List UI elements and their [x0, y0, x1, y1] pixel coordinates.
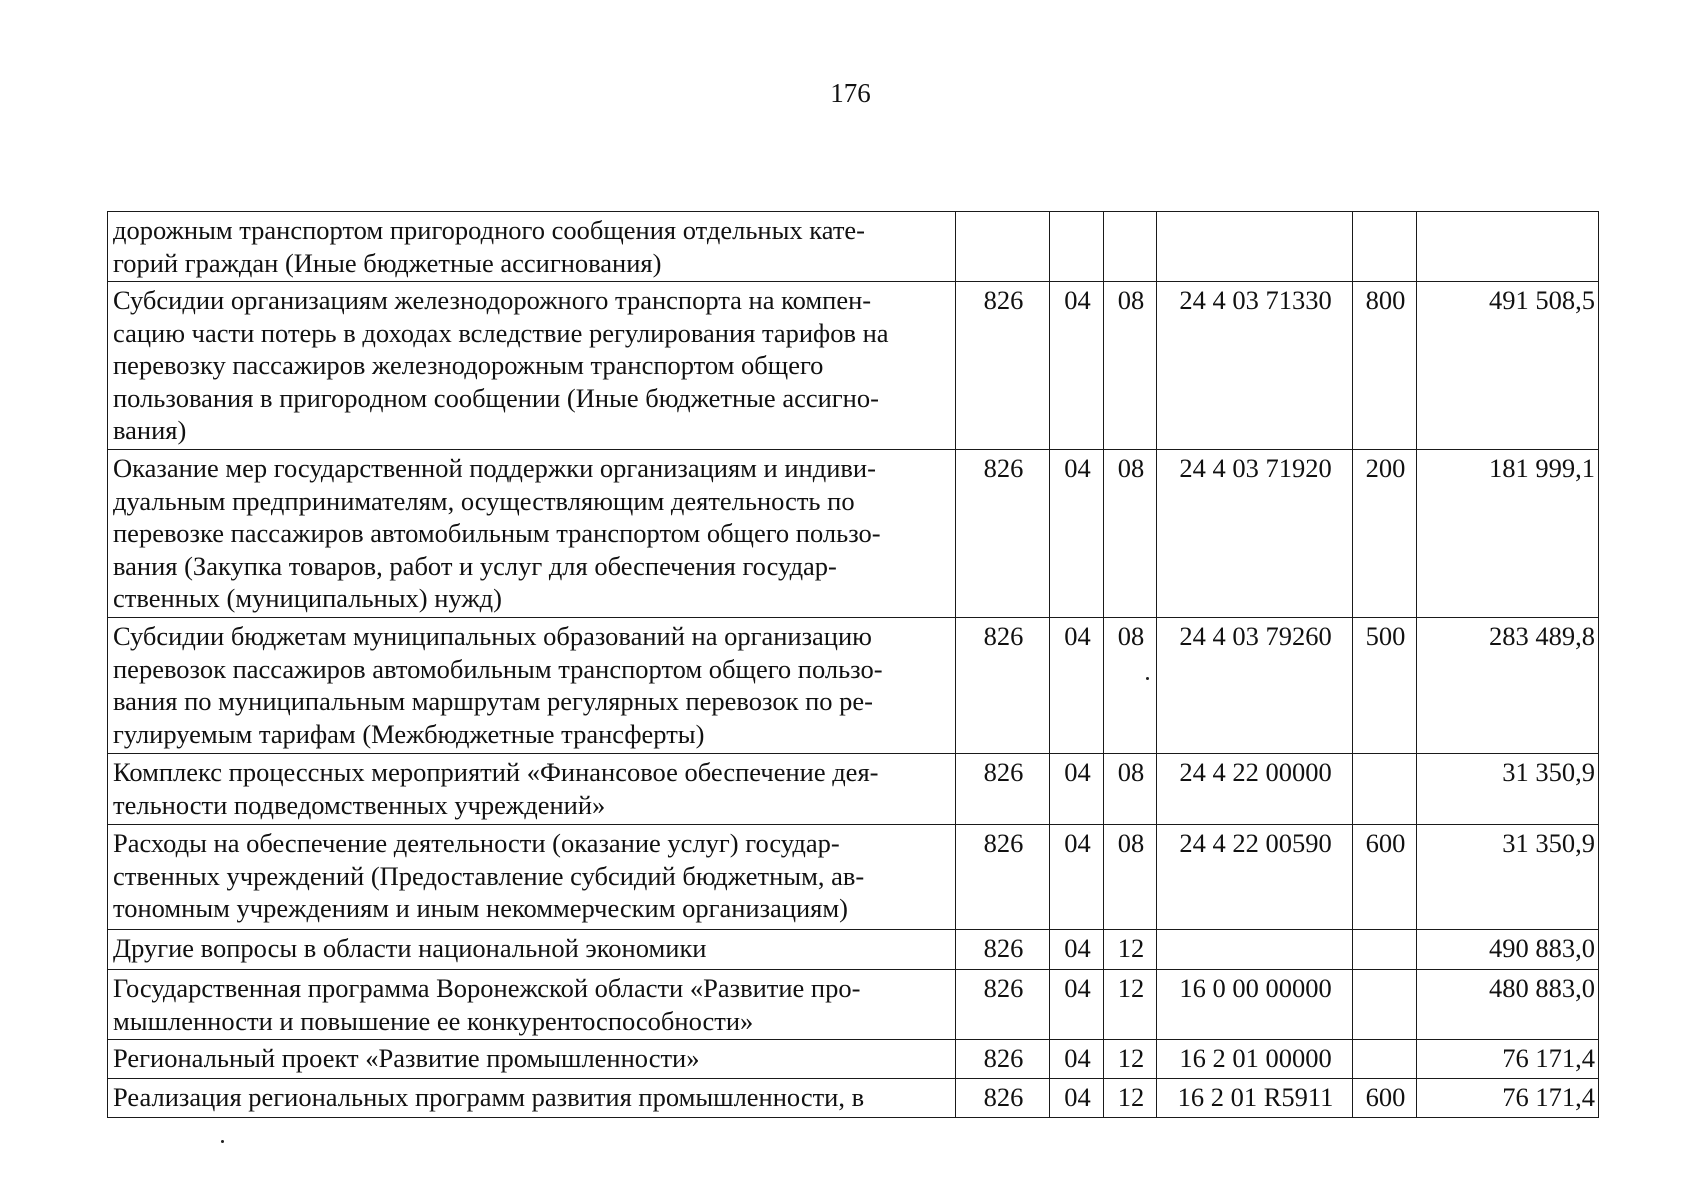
- amount: 76 171,4: [1417, 1079, 1599, 1118]
- table-row: [108, 212, 1599, 282]
- row-description: Субсидии организациям железнодорожного транспорта на компен- сацию части потерь в доходах вследствие регулирования тарифов на перевозку пассажиров железнодорожным транспортом общего пользования в пригородном сообщении (Иные бюджетные ассигно- вания): [108, 282, 956, 450]
- amount: 283 489,8: [1417, 618, 1599, 754]
- table-row: [108, 282, 1599, 450]
- amount: 31 350,9: [1417, 825, 1599, 930]
- department-code: 826: [956, 1040, 1050, 1079]
- section-code: 04: [1050, 450, 1104, 618]
- section-code: [1050, 212, 1104, 282]
- expense-type-code: [1353, 212, 1417, 282]
- row-description: Реализация региональных программ развития промышленности, в: [108, 1079, 956, 1118]
- target-article-code: 24 4 22 00000: [1157, 754, 1353, 825]
- target-article-code: 24 4 03 71330: [1157, 282, 1353, 450]
- target-article-code: [1157, 930, 1353, 970]
- department-code: 826: [956, 282, 1050, 450]
- amount: 480 883,0: [1417, 970, 1599, 1040]
- subsection-code: 08: [1104, 282, 1157, 450]
- subsection-code: 08: [1104, 450, 1157, 618]
- department-code: 826: [956, 1079, 1050, 1118]
- expense-type-code: 600: [1353, 1079, 1417, 1118]
- table-row: [108, 1040, 1599, 1079]
- table-row: [108, 1079, 1599, 1118]
- table-row: [108, 825, 1599, 930]
- department-code: [956, 212, 1050, 282]
- subsection-code: 12: [1104, 1079, 1157, 1118]
- subsection-code: 12: [1104, 970, 1157, 1040]
- subsection-code: 08: [1104, 618, 1157, 754]
- target-article-code: 24 4 03 71920: [1157, 450, 1353, 618]
- expense-type-code: [1353, 1040, 1417, 1079]
- section-code: 04: [1050, 1079, 1104, 1118]
- subsection-code: [1104, 212, 1157, 282]
- department-code: 826: [956, 450, 1050, 618]
- target-article-code: 16 2 01 R5911: [1157, 1079, 1353, 1118]
- section-code: 04: [1050, 282, 1104, 450]
- expense-type-code: 800: [1353, 282, 1417, 450]
- target-article-code: 16 0 00 00000: [1157, 970, 1353, 1040]
- row-description: Комплекс процессных мероприятий «Финансовое обеспечение дея- тельности подведомственных учреждений»: [108, 754, 956, 825]
- expense-type-code: 500: [1353, 618, 1417, 754]
- amount: [1417, 212, 1599, 282]
- subsection-code: 08: [1104, 825, 1157, 930]
- expense-type-code: 200: [1353, 450, 1417, 618]
- amount: 181 999,1: [1417, 450, 1599, 618]
- target-article-code: 24 4 03 79260: [1157, 618, 1353, 754]
- scan-speck: [1146, 677, 1149, 680]
- target-article-code: [1157, 212, 1353, 282]
- row-description: Расходы на обеспечение деятельности (оказание услуг) государ- ственных учреждений (Предоставление субсидий бюджетным, ав- тономным учреждениям и иным некоммерческим организациям): [108, 825, 956, 930]
- section-code: 04: [1050, 1040, 1104, 1079]
- department-code: 826: [956, 970, 1050, 1040]
- section-code: 04: [1050, 754, 1104, 825]
- budget-table-body: [108, 212, 1599, 1118]
- row-description: дорожным транспортом пригородного сообщения отдельных кате- горий граждан (Иные бюджетные ассигнования): [108, 212, 956, 282]
- scan-speck: [221, 1140, 224, 1143]
- expense-type-code: [1353, 930, 1417, 970]
- department-code: 826: [956, 618, 1050, 754]
- amount: 31 350,9: [1417, 754, 1599, 825]
- department-code: 826: [956, 754, 1050, 825]
- department-code: 826: [956, 825, 1050, 930]
- row-description: Субсидии бюджетам муниципальных образований на организацию перевозок пассажиров автомобильным транспортом общего пользо- вания по муниципальным маршрутам регулярных перевозок по ре- гулируемым тарифам (Межбюджетные трансферты): [108, 618, 956, 754]
- section-code: 04: [1050, 618, 1104, 754]
- expense-type-code: [1353, 970, 1417, 1040]
- row-description: Региональный проект «Развитие промышленности»: [108, 1040, 956, 1079]
- amount: 490 883,0: [1417, 930, 1599, 970]
- subsection-code: 12: [1104, 1040, 1157, 1079]
- table-row: [108, 754, 1599, 825]
- budget-table: [107, 211, 1599, 1118]
- amount: 491 508,5: [1417, 282, 1599, 450]
- subsection-code: 08: [1104, 754, 1157, 825]
- table-row: [108, 450, 1599, 618]
- row-description: Государственная программа Воронежской области «Развитие про- мышленности и повышение ее конкурентоспособности»: [108, 970, 956, 1040]
- department-code: 826: [956, 930, 1050, 970]
- row-description: Другие вопросы в области национальной экономики: [108, 930, 956, 970]
- expense-type-code: [1353, 754, 1417, 825]
- page-number: 176: [830, 78, 871, 108]
- target-article-code: 24 4 22 00590: [1157, 825, 1353, 930]
- amount: 76 171,4: [1417, 1040, 1599, 1079]
- row-description: Оказание мер государственной поддержки организациям и индиви- дуальным предпринимателям, осуществляющим деятельность по перевозке пассажиров автомобильным транспортом общего пользо- вания (Закупка товаров, работ и услуг для обеспечения государ- ственных (муниципальных) нужд): [108, 450, 956, 618]
- table-row: [108, 618, 1599, 754]
- table-row: [108, 930, 1599, 970]
- target-article-code: 16 2 01 00000: [1157, 1040, 1353, 1079]
- subsection-code: 12: [1104, 930, 1157, 970]
- table-row: [108, 970, 1599, 1040]
- section-code: 04: [1050, 930, 1104, 970]
- section-code: 04: [1050, 825, 1104, 930]
- section-code: 04: [1050, 970, 1104, 1040]
- expense-type-code: 600: [1353, 825, 1417, 930]
